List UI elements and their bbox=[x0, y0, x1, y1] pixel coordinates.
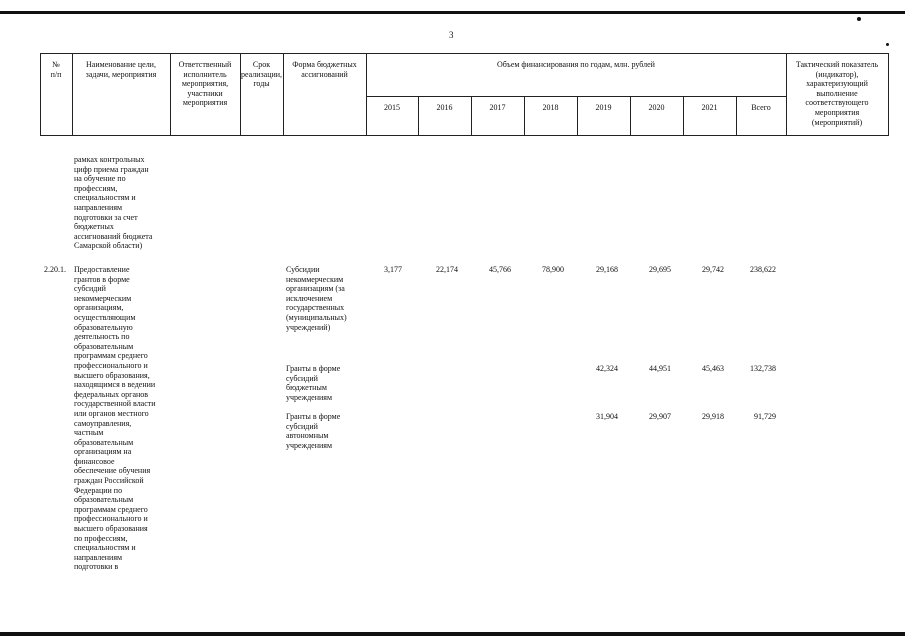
header-year: 2021 bbox=[701, 103, 718, 112]
page-number: 3 bbox=[449, 30, 454, 40]
top-scan-border bbox=[0, 11, 905, 14]
header-name: Наименование цели, задачи, мероприятия bbox=[85, 60, 157, 79]
header-year: 2018 bbox=[542, 103, 559, 112]
row-value: 44,951 bbox=[649, 364, 671, 373]
row-value: 22,174 bbox=[436, 265, 458, 274]
row-value: 3,177 bbox=[384, 265, 402, 274]
row-value: 45,463 bbox=[702, 364, 724, 373]
row-form: Гранты в форме субсидий бюджетным учреждениям bbox=[286, 364, 341, 402]
header-volume: Объем финансирования по годам, млн. рублей bbox=[497, 60, 655, 69]
row-value: 29,168 bbox=[596, 265, 618, 274]
header-year: 2016 bbox=[436, 103, 453, 112]
scan-dot bbox=[857, 17, 861, 21]
header-year: 2019 bbox=[595, 103, 612, 112]
header-year: 2020 bbox=[648, 103, 665, 112]
header-indicator: Тактический показатель (индикатор), характеризующий выполнение соответствующего мероприятия (мероприятий) bbox=[795, 60, 879, 127]
row-value: 31,904 bbox=[596, 412, 618, 421]
header-number: № п/п bbox=[50, 60, 62, 79]
row-value-total: 91,729 bbox=[754, 412, 776, 421]
row-form: Субсидии некоммерческим организациям (за исключением государственных (муниципальных) учреждений) bbox=[286, 265, 347, 332]
row-value: 29,742 bbox=[702, 265, 724, 274]
header-form: Форма бюджетных ассигнований bbox=[292, 60, 357, 79]
row-value: 29,918 bbox=[702, 412, 724, 421]
header-year: 2015 bbox=[384, 103, 400, 112]
row-value: 45,766 bbox=[489, 265, 511, 274]
item-name: Предоставление грантов в форме субсидий некоммерческим организациям, осуществляющим образовательную деятельность по образовательным программам среднего профессионального и высшего образования, находящимся в ведении федеральных органов государственной власти или органов местного самоуправления, частным образовательным организациям на финансовое обеспечение обучения граждан Российской Федерации по образовательным программам среднего профессионального и высшего образования по профессиям, специальностям и направлениям подготовки в bbox=[74, 265, 156, 572]
header-term: Срок реализации, годы bbox=[240, 60, 283, 89]
row-value: 42,324 bbox=[596, 364, 618, 373]
row-value: 29,907 bbox=[649, 412, 671, 421]
row-value-total: 238,622 bbox=[750, 265, 776, 274]
header-year: 2017 bbox=[489, 103, 506, 112]
scan-dot bbox=[886, 43, 889, 46]
header-responsible: Ответственный исполнитель мероприятия, участники мероприятия bbox=[178, 60, 232, 108]
header-year-total: Всего bbox=[751, 103, 771, 112]
row-form: Гранты в форме субсидий автономным учреждениям bbox=[286, 412, 341, 450]
item-number: 2.20.1. bbox=[44, 265, 66, 274]
row-value-total: 132,738 bbox=[750, 364, 776, 373]
continuation-text: рамках контрольных цифр приема граждан на обучение по профессиям, специальностям и направлениям подготовки за счет бюджетных ассигнований бюджета Самарской области) bbox=[74, 155, 153, 251]
row-value: 29,695 bbox=[649, 265, 671, 274]
row-value: 78,900 bbox=[542, 265, 564, 274]
bottom-scan-border bbox=[0, 632, 905, 636]
